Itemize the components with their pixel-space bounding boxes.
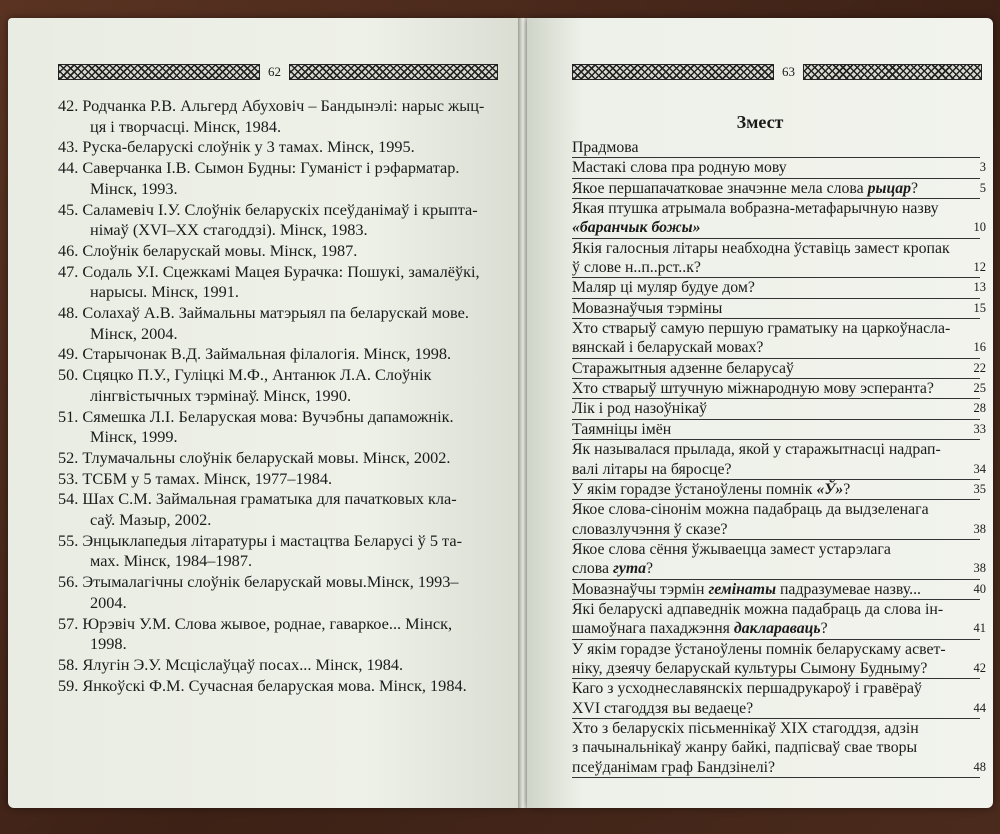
entry-first-line: [58, 158, 498, 179]
entry-number: 42.: [58, 96, 83, 115]
entry-number: 48.: [58, 303, 83, 323]
left-page-header: [58, 64, 498, 80]
entry-number: 59.: [58, 675, 83, 695]
table-of-contents: [572, 138, 986, 778]
entry-continuation-line: Мінск, 2004.: [90, 323, 178, 343]
toc-page-number: 16: [973, 340, 986, 355]
toc-page-number: 35: [973, 481, 986, 496]
toc-item-line: Прадмова: [572, 139, 639, 156]
toc-emphasis: «баранчык божы»: [572, 219, 701, 237]
toc-page-number: 15: [973, 300, 986, 315]
entry-number: 56.: [58, 572, 83, 592]
toc-page-number: 33: [973, 421, 986, 436]
entry-number: 46.: [58, 240, 83, 260]
entry-number: 58.: [58, 654, 83, 674]
entry-first-line: [58, 96, 498, 117]
toc-emphasis: гута: [613, 560, 647, 578]
ornament-band-left: [58, 64, 260, 80]
bibliography-entry: [58, 344, 498, 365]
entry-first-line: [58, 262, 498, 283]
toc-item: [572, 359, 986, 379]
toc-item-line: Мовазнаўчыя тэрміны: [572, 299, 723, 317]
bibliography-entry: [58, 531, 498, 572]
toc-page-number: 42: [973, 660, 986, 675]
toc-item-line: ніку, дзеячу беларускай культуры Сымону Будныму?: [572, 659, 928, 677]
right-page-header: [572, 64, 982, 80]
entry-continuation-line: нарысы. Мінск, 1991.: [90, 282, 239, 302]
bibliography-entry: [58, 303, 498, 344]
bibliography-entry: [58, 655, 498, 676]
bibliography-entry: [58, 614, 498, 655]
entry-continuation-line: німаў (XVI–XX стагоддзі). Мінск, 1983.: [90, 220, 368, 240]
toc-item: [572, 580, 986, 600]
entry-first-line: [58, 489, 498, 510]
entry-first-line: [58, 344, 498, 365]
entry-continuation-line: саў. Мазыр, 2002.: [90, 510, 212, 530]
toc-page-number: 41: [973, 621, 986, 636]
entry-text: Тлумачальны слоўнік беларускай мовы. Мінск, 2002.: [82, 447, 451, 467]
toc-page-number: 5: [979, 180, 986, 195]
toc-item: [572, 440, 986, 480]
toc-item: [572, 319, 986, 359]
toc-item: [572, 179, 986, 199]
bibliography-entry: [58, 572, 498, 613]
toc-item-line: Якое слова сёння ўжываецца замест устарэлага: [572, 540, 891, 558]
entry-text: Сямешка Л.І. Беларуская мова: Вучэбны дапаможнік.: [82, 406, 454, 426]
toc-item-line: Як называлася прылада, якой у старажытнасці надрап-: [572, 441, 941, 459]
bibliography-entry: [58, 448, 498, 469]
entry-continuation-line: Мінск, 1999.: [90, 427, 178, 447]
entry-number: 47.: [58, 261, 83, 281]
entry-first-line: [58, 655, 498, 676]
entry-number: 52.: [58, 447, 83, 467]
entry-number: 55.: [58, 530, 83, 550]
entry-text: Руска-беларускі слоўнік у 3 тамах. Мінск, 1995.: [82, 137, 415, 157]
toc-item-line: ў слове н..п..рст..к?: [572, 259, 701, 277]
toc-emphasis: гемінаты: [708, 580, 777, 598]
toc-item-line: Маляр ці муляр будуе дом?: [572, 279, 755, 297]
bibliography-entry: [58, 262, 498, 303]
toc-item-line: Які беларускі адпаведнік можна падабраць да слова ін-: [572, 600, 944, 618]
entry-first-line: [58, 614, 498, 635]
toc-item: [572, 138, 980, 158]
entry-number: 53.: [58, 468, 83, 488]
entry-text: Энцыклапедыя літаратуры і мастацтва Беларусі ў 5 та-: [82, 530, 462, 550]
toc-item: [572, 640, 986, 680]
entry-first-line: [58, 303, 498, 324]
toc-item-line: Таямніцы імён: [572, 420, 672, 438]
toc-emphasis: даклараваць: [733, 620, 821, 638]
toc-item: [572, 278, 986, 298]
entry-number: 51.: [58, 406, 83, 426]
toc-item-line: Мастакі слова пра родную мову: [572, 159, 787, 177]
toc-item: [572, 379, 986, 399]
toc-item-line: Хто стварыў штучную міжнародную мову эсперанта?: [572, 380, 934, 398]
toc-item: [572, 199, 986, 239]
toc-item-line: вянскай і беларускай мовах?: [572, 339, 764, 357]
bibliography-entry: [58, 676, 498, 697]
toc-item-line: Мовазнаўчы тэрмін гемінаты падразумевае назву...: [572, 580, 922, 598]
entry-text: Содаль У.І. Сцежкамі Мацея Бурачка: Пошукі, замалёўкі,: [82, 261, 480, 281]
toc-item-line: [572, 218, 980, 237]
entry-first-line: [58, 531, 498, 552]
toc-item-line: Якое першапачатковае значэнне мела слова рыцар?: [572, 179, 919, 197]
toc-page-number: 34: [973, 461, 986, 476]
entry-text: Старычонак В.Д. Займальная філалогія. Мінск, 1998.: [82, 344, 452, 364]
toc-item: [572, 600, 986, 640]
entry-first-line: [58, 676, 498, 697]
toc-item-line: Хто стварыў самую першую граматыку на царкоўнасла-: [572, 320, 951, 338]
entry-text: Слоўнік беларускай мовы. Мінск, 1987.: [82, 240, 358, 260]
entry-text: Саламевіч І.У. Слоўнік беларускіх псеўданімаў і крыпта-: [82, 199, 478, 219]
entry-number: 45.: [58, 199, 83, 219]
entry-text: Родчанка Р.В. Альгерд Абуховіч – Бандынэлі: нарыс жыц-: [82, 96, 485, 115]
toc-page-number: 12: [973, 260, 986, 275]
toc-item: [572, 420, 986, 440]
entry-first-line: [58, 469, 498, 490]
toc-item: [572, 679, 986, 719]
left-page: [8, 18, 520, 808]
toc-item-line: Якое слова-сінонім можна падабраць да выдзеленага: [572, 501, 929, 519]
toc-item-line: Старажытныя адзенне беларусаў: [572, 359, 794, 377]
toc-title: Змест: [736, 112, 784, 132]
bibliography-entry: [58, 137, 498, 158]
entry-number: 43.: [58, 137, 83, 157]
toc-item: [572, 500, 986, 540]
toc-item-line: шамоўнага пахаджэння даклараваць?: [572, 620, 828, 638]
entry-first-line: [58, 241, 498, 262]
entry-first-line: [58, 448, 498, 469]
bibliography-entry: [58, 158, 498, 199]
entry-continuation-line: 1998.: [90, 634, 127, 654]
toc-item-line: слова гута?: [572, 560, 654, 578]
entry-first-line: [58, 137, 498, 158]
toc-page-number: 3: [979, 160, 986, 175]
toc-item-line: валі літары на бяросце?: [572, 460, 732, 478]
bibliography-entry: [58, 365, 498, 406]
toc-item-line: словазлучэння ў сказе?: [572, 520, 728, 538]
toc-page-number: 10: [973, 220, 986, 235]
toc-item-line: У якім горадзе ўстаноўлены помнік беларускаму асвет-: [572, 640, 946, 658]
entry-number: 44.: [58, 158, 83, 178]
page-number: 63: [782, 64, 795, 79]
toc-item-line: Якія галосныя літары неабходна ўставіць замест кропак: [572, 239, 950, 257]
entry-first-line: [58, 572, 498, 593]
bibliography-entry: [58, 469, 498, 490]
toc-item: [572, 399, 986, 419]
toc-item: [572, 299, 986, 319]
ornament-band-right: [803, 64, 982, 80]
entry-text: Шах С.М. Займальная граматыка для пачатковых кла-: [82, 489, 457, 509]
bibliography-entry: [58, 489, 498, 530]
ornament-band-right: [289, 64, 498, 80]
toc-page-number: 44: [973, 700, 986, 715]
right-page: [527, 18, 993, 808]
toc-page-number: 25: [973, 381, 986, 396]
toc-page-number: 48: [973, 759, 986, 774]
toc-page-number: 40: [973, 581, 986, 596]
ornament-band-left: [572, 64, 774, 80]
entry-continuation-line: 2004.: [90, 592, 127, 612]
toc-item-line: Якая птушка атрымала вобразна-метафарычную назву: [572, 200, 939, 218]
entry-number: 50.: [58, 365, 83, 385]
toc-item: [572, 480, 986, 500]
toc-page-number: 38: [973, 561, 986, 576]
toc-item: [572, 158, 986, 178]
toc-item: [572, 719, 986, 778]
toc-page-number: 13: [973, 280, 986, 295]
entry-number: 49.: [58, 344, 83, 364]
toc-page-number: 22: [973, 360, 986, 375]
toc-item-line: з пачынальнікаў жанру байкі, падпісваў свае творы: [572, 739, 918, 757]
entry-text: Сцяцко П.У., Гуліцкі М.Ф., Антанюк Л.А. Слоўнік: [82, 365, 432, 385]
entry-first-line: [58, 365, 498, 386]
entry-text: Янкоўскі Ф.М. Сучасная беларуская мова. Мінск, 1984.: [82, 675, 467, 695]
bibliography-entry: [58, 96, 498, 137]
entry-first-line: [58, 407, 498, 428]
entry-continuation-line: ця і творчасці. Мінск, 1984.: [90, 116, 282, 136]
bibliography-list: [58, 96, 498, 696]
page-number: 62: [268, 64, 281, 79]
entry-continuation-line: лінгвістычных тэрмінаў. Мінск, 1990.: [90, 385, 352, 405]
toc-page-number: 38: [973, 521, 986, 536]
toc-item-line: Лік і род назоўнікаў: [572, 400, 707, 418]
bibliography-entry: [58, 200, 498, 241]
entry-text: Саверчанка І.В. Сымон Будны: Гуманіст і рэфарматар.: [82, 158, 460, 178]
entry-number: 57.: [58, 613, 83, 633]
entry-text: Этымалагічны слоўнік беларускай мовы.Мінск, 1993–: [82, 572, 459, 592]
bibliography-entry: [58, 241, 498, 262]
toc-item-line: У якім горадзе ўстаноўлены помнік «Ў»?: [572, 480, 851, 498]
toc-emphasis: «Ў»: [816, 480, 844, 498]
toc-page-number: 28: [973, 401, 986, 416]
toc-item: [572, 540, 986, 580]
toc-item-line: Хто з беларускіх пісьменнікаў XIX стагоддзя, адзін: [572, 719, 919, 737]
bibliography-entry: [58, 407, 498, 448]
entry-text: Ялугін Э.У. Мсціслаўцаў посах... Мінск, 1984.: [82, 654, 404, 674]
entry-number: 54.: [58, 489, 83, 509]
entry-continuation-line: мах. Мінск, 1984–1987.: [90, 551, 253, 571]
entry-continuation-line: Мінск, 1993.: [90, 178, 178, 198]
toc-item-line: Каго з усходнеславянскіх першадрукароў і гравёраў: [572, 680, 922, 698]
toc-emphasis: рыцар: [867, 179, 912, 197]
toc-item: [572, 239, 986, 279]
entry-text: Солахаў А.В. Займальны матэрыял па беларускай мове.: [82, 303, 469, 323]
entry-text: ТСБМ у 5 тамах. Мінск, 1977–1984.: [82, 468, 333, 488]
toc-item-line: XVI стагоддзя вы ведаеце?: [572, 699, 754, 717]
entry-text: Юрэвіч У.М. Слова жывое, роднае, гаваркое... Мінск,: [82, 613, 453, 633]
entry-first-line: [58, 200, 498, 221]
toc-item-line: псеўданімам граф Бандзінелі?: [572, 758, 776, 776]
